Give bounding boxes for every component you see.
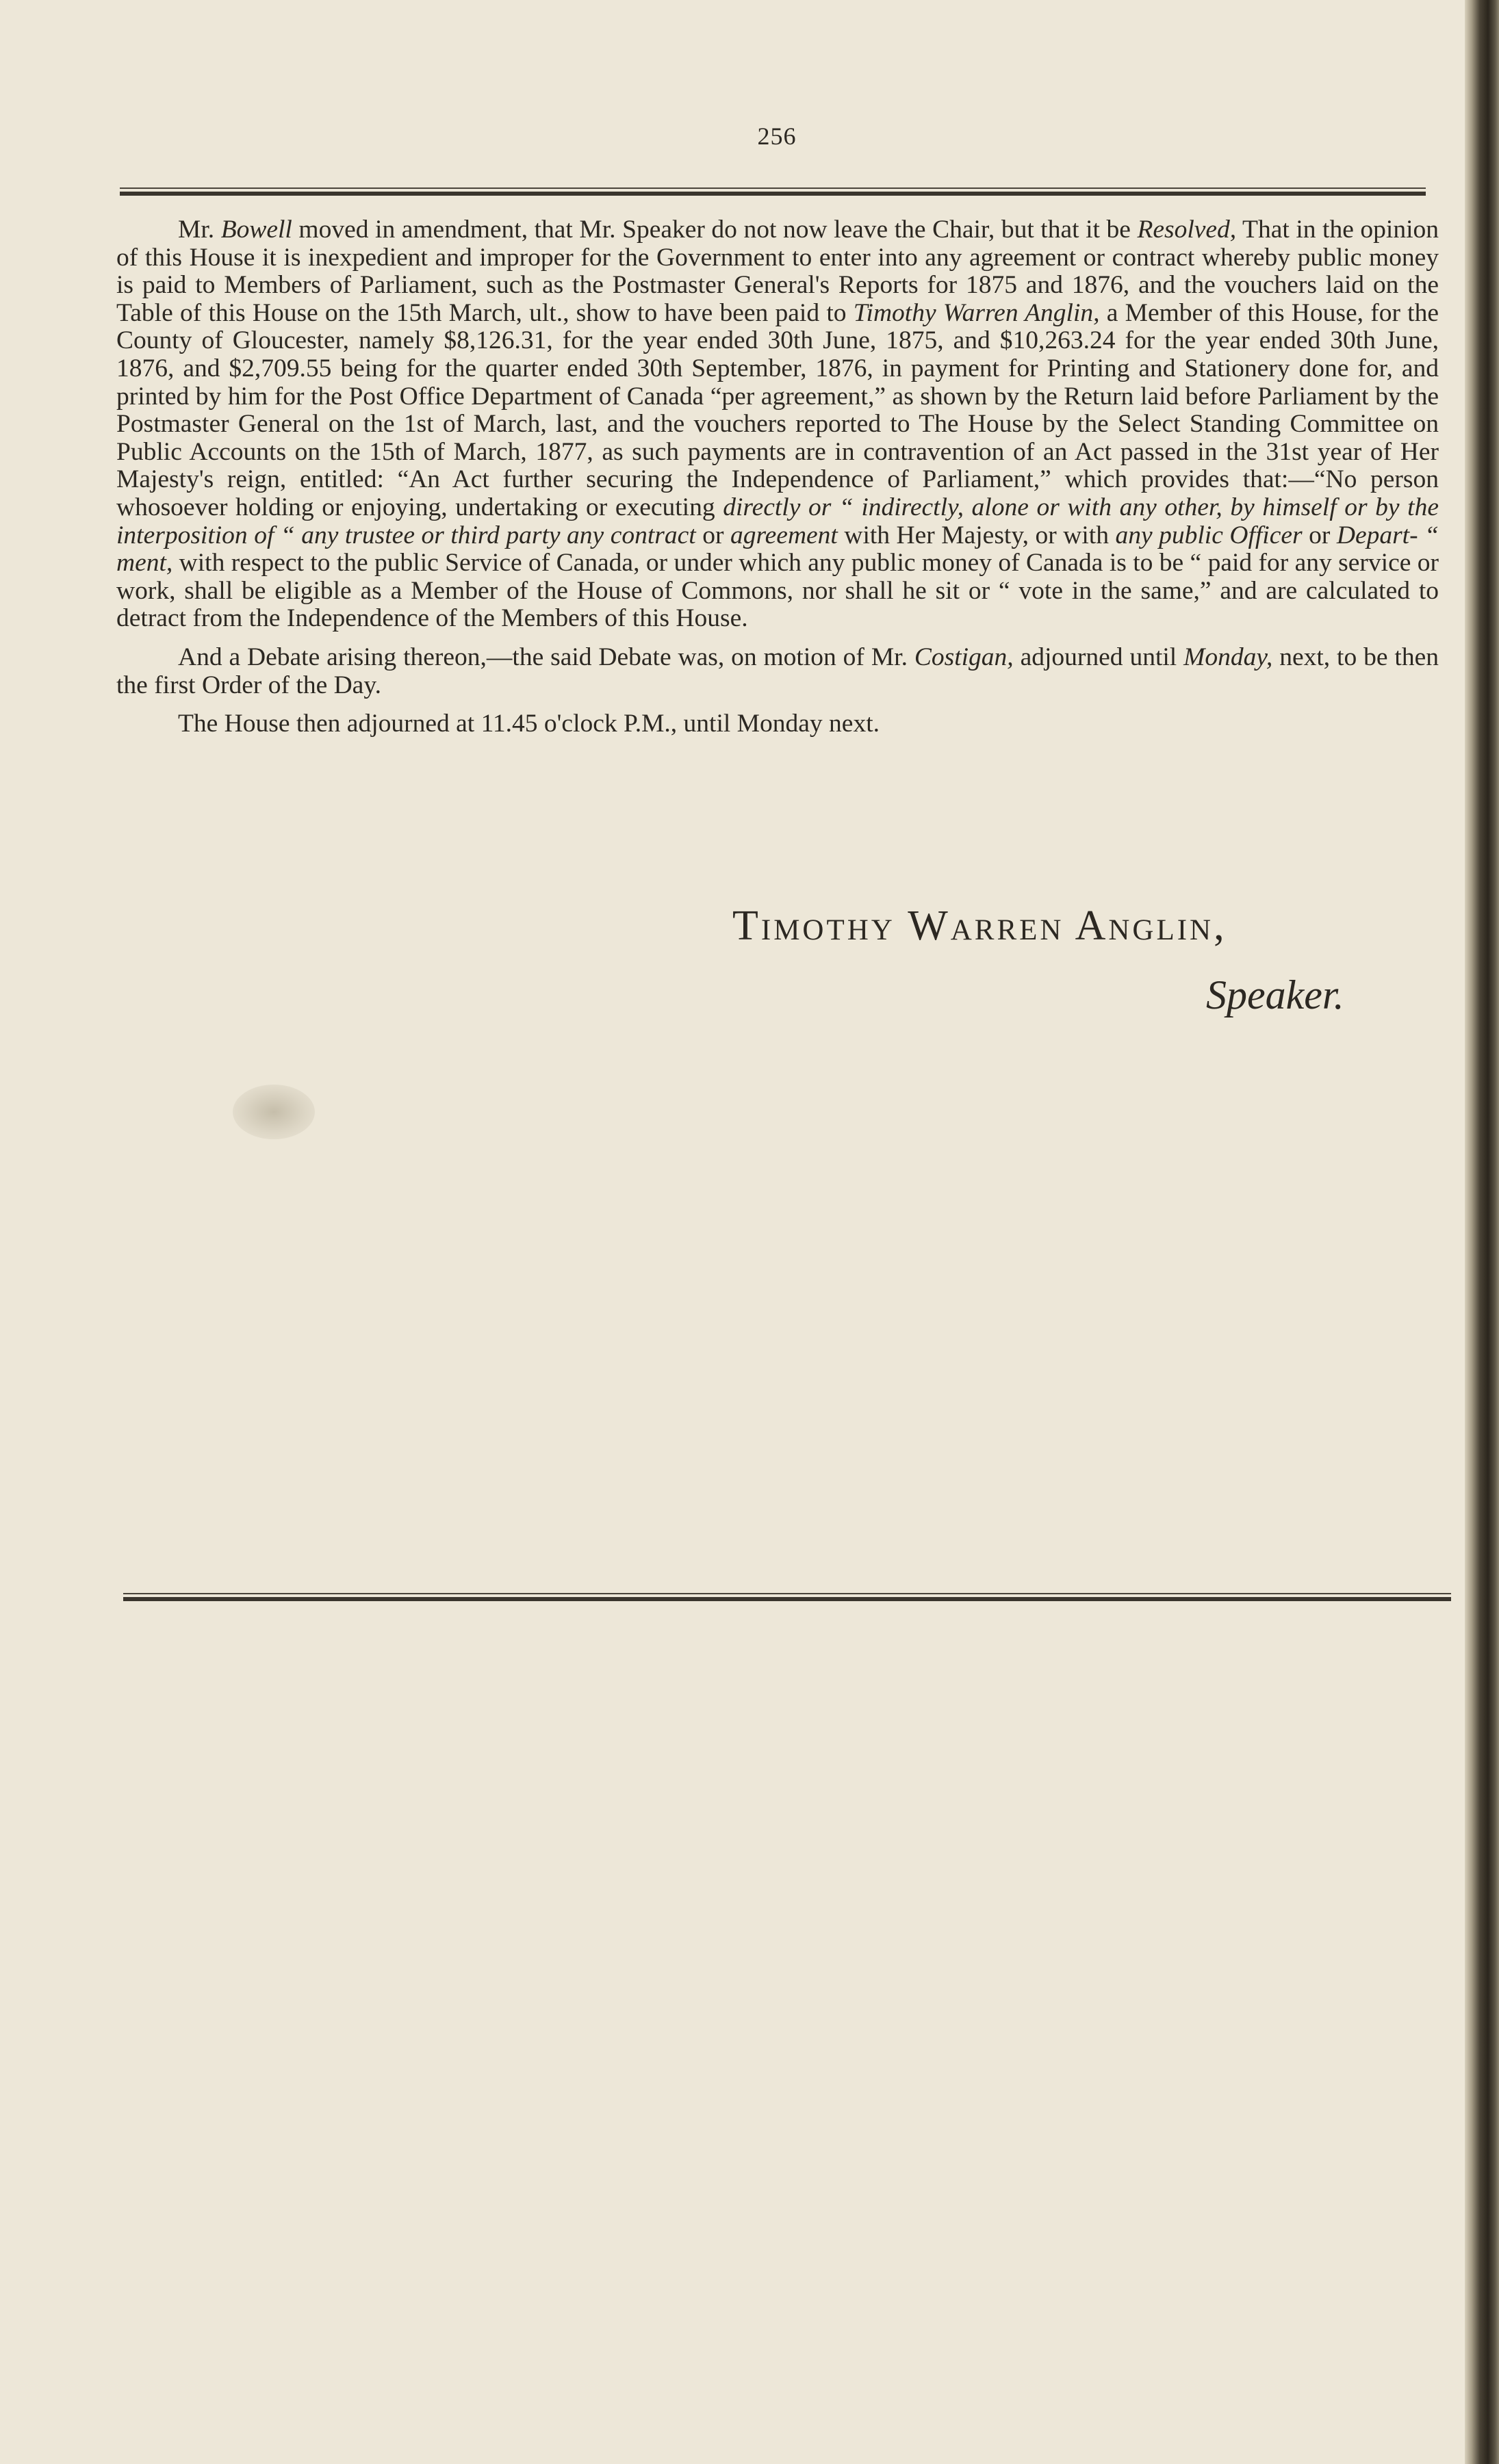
rule-thick-line [123, 1597, 1451, 1601]
text-run: next, to be then the first Order of the Day. [116, 643, 1439, 699]
text-run: with respect to the public Service of Canada, or under which any public money of Canada is to be “ paid for any service or work, shall be eligible as a Member of the House of Commons, nor shall he sit or “ vote in the same,” and are calculated to detract from the Independence of the Members of this House. [116, 549, 1439, 633]
paper-stain [233, 1085, 315, 1139]
rule-thick-line [120, 192, 1426, 196]
italic-run: Timothy Warren Anglin, [853, 298, 1100, 327]
binding-edge [1465, 0, 1499, 2464]
signature-title: Speaker. [1206, 972, 1344, 1017]
text-run: The House then adjourned at 11.45 o'clock P.M., until Monday next. [178, 710, 880, 738]
italic-run: agreement [730, 521, 838, 549]
text-run: adjourned until [1013, 643, 1184, 671]
rule-thin-line [123, 1593, 1451, 1594]
text-run: That in the opinion of this House it is inexpedient and improper for the Government to enter into any agreement or contract whereby public money is paid to Members of Parliament, such as the Postmaster General's Reports for 1875 and 1876, and the vouchers laid on the Table of this House on the 15th March, ult., show to have been paid to [116, 216, 1439, 327]
italic-run: any public Officer [1115, 521, 1303, 549]
rule-thin-line [120, 187, 1426, 189]
italic-run: directly or “ indirectly, alone or with any other, by himself or by the interposition of “ any trustee or third party any contract [116, 493, 1439, 549]
text-run: or [1302, 521, 1337, 549]
italic-run: Costigan, [914, 643, 1014, 671]
paragraph-adjournment [116, 710, 1439, 738]
body-text [116, 216, 1439, 738]
italic-run: Monday, [1183, 643, 1273, 671]
italic-run: Resolved, [1137, 216, 1237, 244]
paragraph-debate [116, 644, 1439, 699]
bottom-double-rule [123, 1593, 1451, 1604]
text-run: Mr. [178, 216, 221, 244]
text-run: or [695, 521, 730, 549]
page-number: 256 [757, 122, 797, 150]
paragraph-amendment [116, 216, 1439, 633]
italic-run: Depart- “ ment, [116, 521, 1439, 578]
top-double-rule [120, 187, 1426, 198]
text-run: a Member of this House, for the County of Gloucester, namely $8,126.31, for the year ended 30th June, 1875, and $10,263.24 for the year ended 30th June, 1876, and $2,709.55 being for the quarter ended 30th September, 1876, in payment for Printing and Stationery done for, and printed by him for the Post Office Department of Canada “per agreement,” as shown by the Return laid before Parliament by the Postmaster General on the 1st of March, last, and the vouchers reported to The House by the Select Standing Committee on Public Accounts on the 15th of March, 1877, as such payments are in contravention of an Act passed in the 31st year of Her Majesty's reign, entitled: “An Act further securing the Independence of Parliament,” which provides that:—“No person whosoever holding or enjoying, undertaking or executing [116, 298, 1439, 521]
italic-run: Bowell [220, 216, 292, 244]
text-run: with Her Majesty, or with [837, 521, 1116, 549]
text-run: And a Debate arising thereon,—the said Debate was, on motion of Mr. [178, 643, 914, 671]
signature-name: Timothy Warren Anglin, [732, 903, 1227, 949]
text-run: moved in amendment, that Mr. Speaker do not now leave the Chair, but that it be [292, 216, 1138, 244]
